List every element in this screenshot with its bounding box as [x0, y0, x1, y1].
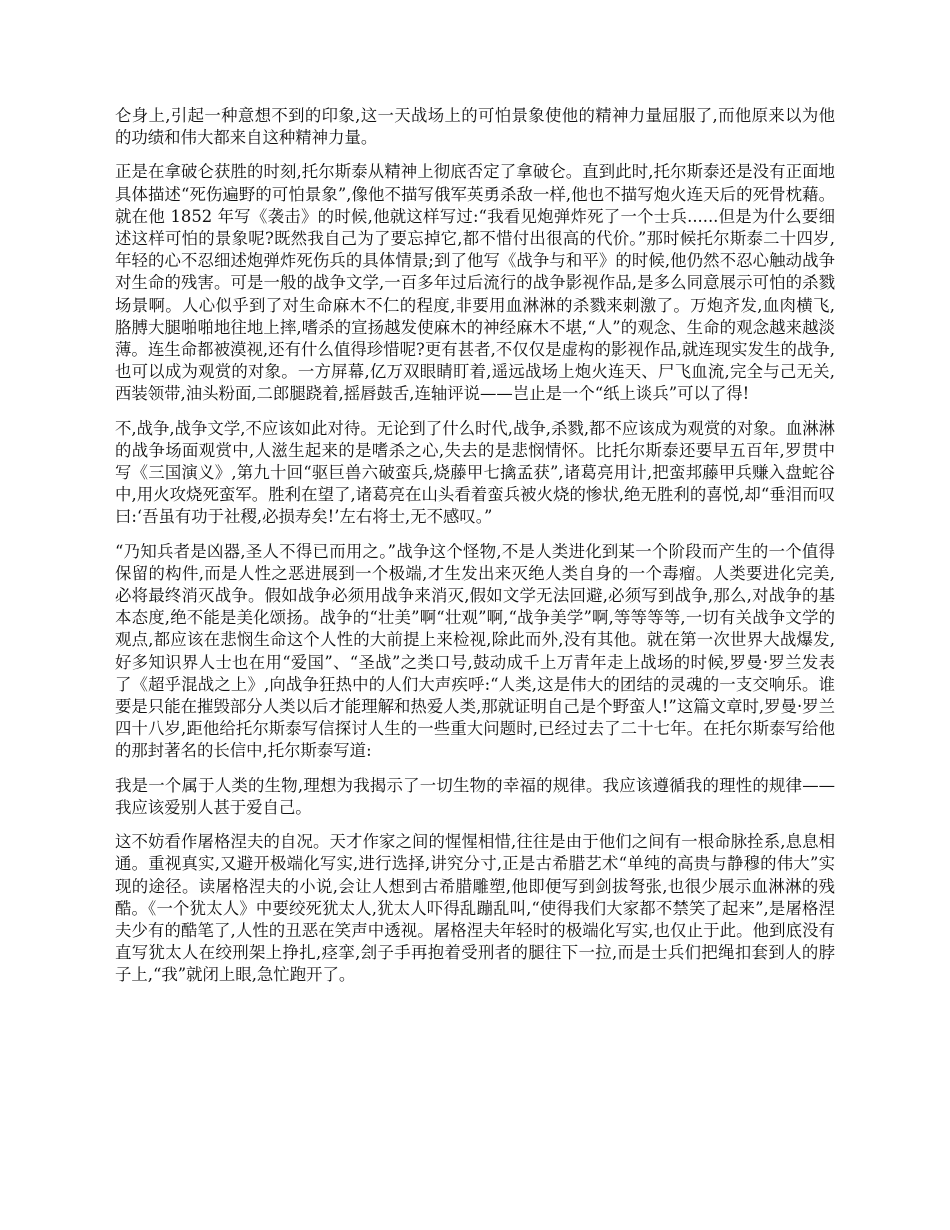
paragraph: 这不妨看作屠格涅夫的自况。天才作家之间的惺惺相惜,往往是由于他们之间有一根命脉拴系,息息相通。重视真实,又避开极端化写实,进行选择,讲究分寸,正是古希腊艺术“单纯的高贵与静穆的伟大”实现的途径。读屠格涅夫的小说,会让人想到古希腊雕塑,他即便写到剑拔弩张,也很少展示血淋淋的残酷。《一个犹太人》中要绞死犹太人,犹太人吓得乱蹦乱叫,“使得我们大家都不禁笑了起来”,是屠格涅夫少有的酷笔了,人性的丑恶在笑声中透视。屠格涅夫年轻时的极端化写实,也仅止于此。他到底没有直写犹太人在绞刑架上挣扎,痉挛,刽子手再抱着受刑者的腿往下一拉,而是士兵们把绳扣套到人的脖子上,“我”就闭上眼,急忙跑开了。: [115, 832, 835, 985]
paragraph: 正是在拿破仑获胜的时刻,托尔斯泰从精神上彻底否定了拿破仑。直到此时,托尔斯泰还是没有正面地具体描述“死伤遍野的可怕景象”,像他不描写俄军英勇杀敌一样,他也不描写炮火连天后的死骨枕藉。就在他 1852 年写《袭击》的时候,他就这样写过:“我看见炮弹炸死了一个士兵......但是为什么要细述这样可怕的景象呢?既然我自己为了要忘掉它,都不惜付出很高的代价。”那时候托尔斯泰二十四岁,年轻的心不忍细述炮弹炸死伤兵的具体情景;到了他写《战争与和平》的时候,他仍然不忍心触动战争对生命的残害。可是一般的战争文学,一百多年过后流行的战争影视作品,是多么同意展示可怕的杀戮场景啊。人心似乎到了对生命麻木不仁的程度,非要用血淋淋的杀戮来刺激了。万炮齐发,血肉横飞,胳膊大腿啪啪地往地上摔,嗜杀的宣扬越发使麻木的神经麻木不堪,“人”的观念、生命的观念越来越淡薄。连生命都被漠视,还有什么值得珍惜呢?更有甚者,不仅仅是虚构的影视作品,就连现实发生的战争,也可以成为观赏的对象。一方屏幕,亿万双眼睛盯着,遥远战场上炮火连天、尸飞血流,完全与己无关,西装领带,油头粉面,二郎腿跷着,摇唇鼓舌,连轴评说——岂止是一个“纸上谈兵”可以了得!: [115, 162, 835, 404]
document-body: [115, 105, 835, 999]
paragraph: 仑身上,引起一种意想不到的印象,这一天战场上的可怕景象使他的精神力量屈服了,而他原来以为他的功绩和伟大都来自这种精神力量。: [115, 106, 835, 148]
paragraph: 不,战争,战争文学,不应该如此对待。无论到了什么时代,战争,杀戮,都不应该成为观赏的对象。血淋淋的战争场面观赏中,人滋生起来的是嗜杀之心,失去的是悲悯情怀。比托尔斯泰还要早五百年,罗贯中写《三国演义》,第九十回“驱巨兽六破蛮兵,烧藤甲七擒孟获”,诸葛亮用计,把蛮邦藤甲兵赚入盘蛇谷中,用火攻烧死蛮军。胜利在望了,诸葛亮在山头看着蛮兵被火烧的惨状,绝无胜利的喜悦,却“垂泪而叹曰:‘吾虽有功于社稷,必损寿矣!’左右将士,无不感叹。”: [115, 418, 835, 527]
block-quote: 我是一个属于人类的生物,理想为我揭示了一切生物的幸福的规律。我应该遵循我的理性的规律——我应该爱别人甚于爱自己。: [115, 775, 835, 817]
paragraph: “乃知兵者是凶器,圣人不得已而用之。”战争这个怪物,不是人类进化到某一个阶段而产生的一个值得保留的构件,而是人性之恶进展到一个极端,才生发出来灭绝人类自身的一个毒瘤。人类要进化完美,必将最终消灭战争。假如战争必须用战争来消灭,假如文学无法回避,必须写到战争,那么,对战争的基本态度,绝不能是美化颂扬。战争的“壮美”啊“壮观”啊,“战争美学”啊,等等等等,一切有关战争文学的观点,都应该在悲悯生命这个人性的大前提上来检视,除此而外,没有其他。就在第一次世界大战爆发,好多知识界人士也在用“爱国”、“圣战”之类口号,鼓动成千上万青年走上战场的时候,罗曼·罗兰发表了《超乎混战之上》,向战争狂热中的人们大声疾呼:“人类,这是伟大的团结的灵魂的一支交响乐。谁要是只能在摧毁部分人类以后才能理解和热爱人类,那就证明自己是个野蛮人!”这篇文章时,罗曼·罗兰四十八岁,距他给托尔斯泰写信探讨人生的一些重大问题时,已经过去了二十七年。在托尔斯泰写给他的那封著名的长信中,托尔斯泰写道:: [115, 541, 835, 761]
